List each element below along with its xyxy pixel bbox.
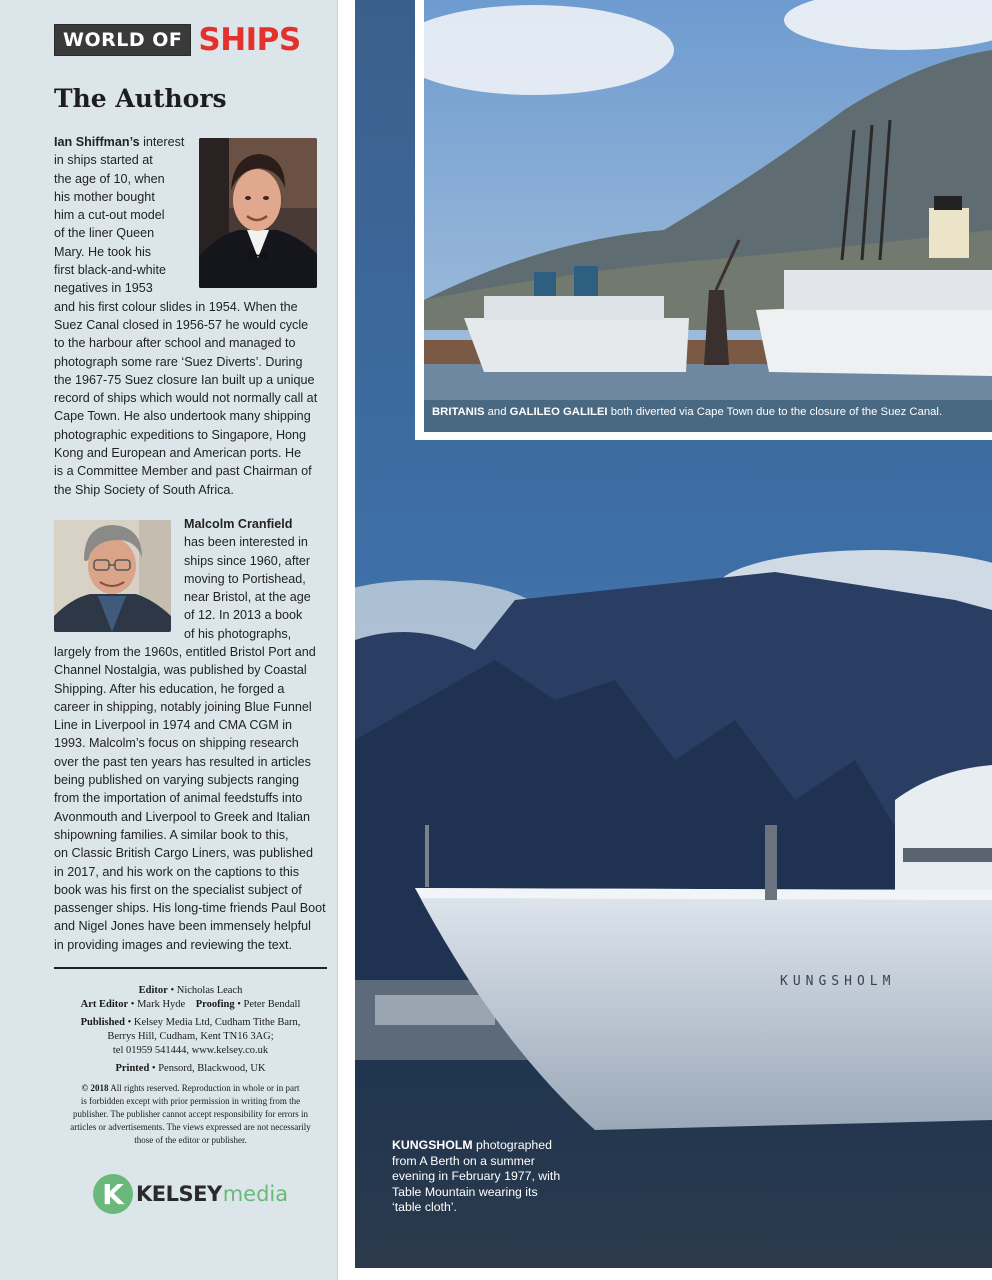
author1-line: Kong and European and American ports. He	[54, 446, 302, 461]
author2-line: and Nigel Jones have been immensely helpful	[54, 919, 311, 934]
author2-line: 1993. Malcolm’s focus on shipping research	[54, 736, 299, 751]
author1-line: Cape Town. He also undertook many shipping	[54, 409, 311, 424]
page-title: The Authors	[54, 84, 227, 113]
author2-line: on Classic British Cargo Liners, was published	[54, 846, 313, 861]
credit-published-line: tel 01959 541444, www.kelsey.co.uk	[112, 1045, 269, 1056]
author2-line: being published on varying subjects ranging	[54, 773, 300, 788]
author1-line: him a cut-out model	[54, 208, 165, 223]
author1-portrait	[199, 138, 317, 288]
logo-ships: SHIPS	[198, 22, 301, 58]
author1-line: record of ships which would not normally call at	[54, 391, 318, 406]
author1-line: his mother bought	[54, 189, 155, 204]
world-of-ships-logo	[54, 24, 301, 56]
copyright-notice: © 2018 All rights reserved. Reproduction in whole or in part is forbidden except with prior permission in writing from the publisher. The publisher cannot accept responsibility for errors in articles or advertisements. The views expressed are not necessarily those of the editor or publisher.	[70, 1083, 311, 1145]
kelsey-media-logo	[93, 1172, 288, 1216]
author2-line: largely from the 1960s, entitled Bristol Port and	[54, 645, 316, 659]
author2-line: has been interested in	[184, 535, 308, 550]
author1-line: the Ship Society of South Africa.	[54, 482, 234, 497]
author1-line: photographic expeditions to Singapore, Hong	[54, 427, 307, 442]
author1-line: of the liner Queen	[54, 226, 155, 241]
author1-name: Ian Shiffman’s	[54, 135, 140, 149]
author1-line: in ships started at	[54, 153, 153, 168]
magazine-credits	[54, 984, 327, 1147]
author2-name: Malcolm Cranfield	[184, 517, 293, 531]
credit-printed: Printed • Pensord, Blackwood, UK	[115, 1063, 266, 1074]
author2-line: in 2017, and his work on the captions to this	[54, 864, 300, 879]
author1-line: is a Committee Member and past Chairman of	[54, 464, 312, 479]
credit-published: Published • Kelsey Media Ltd, Cudham Tithe Barn,	[80, 1017, 301, 1028]
media-wordmark: media	[222, 1182, 289, 1206]
author2-line: Channel Nostalgia, was published by Coastal	[54, 663, 307, 678]
kelsey-k-icon: K	[93, 1174, 133, 1214]
author2-bio-bottom	[54, 643, 329, 954]
author1-line: photograph some rare ‘Suez Diverts’. During	[54, 354, 303, 369]
britanis-galileo-photo	[424, 0, 992, 432]
author1-line: negatives in 1953	[54, 281, 153, 296]
divider	[54, 967, 327, 969]
credit-art-editor-proofing: Art Editor • Mark Hyde Proofing • Peter Bendall	[80, 999, 301, 1010]
bottom-photo-caption: KUNGSHOLM photographed from A Berth on a summer evening in February 1977, with Table Mountain wearing its ‘table cloth’.	[392, 1138, 561, 1214]
author1-line: Mary. He took his	[54, 244, 152, 259]
author2-line: of his photographs,	[184, 626, 292, 641]
author2-line: from the importation of animal feedstuffs into	[54, 791, 303, 806]
kelsey-wordmark: KELSEY	[136, 1182, 222, 1206]
author2-line: moving to Portishead,	[184, 571, 306, 586]
author2-portrait	[54, 520, 171, 632]
top-photo-caption: BRITANIS and GALILEO GALILEI both diverted via Cape Town due to the closure of the Suez Canal.	[432, 406, 943, 418]
author2-bio-top	[184, 515, 329, 643]
author1-line: and his first colour slides in 1954. When the	[54, 299, 298, 314]
author2-line: in providing images and reviewing the text.	[54, 937, 293, 952]
author1-line: the age of 10, when	[54, 171, 165, 186]
credit-editor: Editor • Nicholas Leach	[138, 985, 243, 996]
author1-line: first black-and-white	[54, 263, 166, 278]
author2-line: passenger ships. His long-time friends Paul Boot	[54, 901, 326, 916]
author2-line: of 12. In 2013 a book	[184, 608, 303, 623]
author2-line: Avonmouth and Liverpool to Greek and Italian	[54, 809, 311, 824]
author1-line-0: Ian Shiffman’s interest	[54, 135, 185, 149]
author1-line: to the harbour after school and managed to	[54, 336, 296, 351]
author1-line: the 1967-75 Suez closure Ian built up a unique	[54, 372, 315, 387]
author2-line: shipowning families. A similar book to this,	[54, 827, 289, 842]
author2-line: book was his first on the specialist subject of	[54, 882, 302, 897]
author2-line: career in shipping, notably joining Blue Funnel	[54, 699, 312, 714]
author2-line: ships since 1960, after	[184, 553, 311, 568]
author2-line: Shipping. After his education, he forged a	[54, 681, 285, 696]
author2-line: over the past ten years has resulted in articles	[54, 754, 311, 769]
logo-world-of: WORLD OF	[54, 24, 191, 56]
author2-line: Line in Liverpool in 1974 and CMA CGM in	[54, 718, 293, 733]
author2-line: near Bristol, at the age	[184, 590, 311, 605]
hull-name: KUNGSHOLM	[780, 974, 896, 989]
credit-published-line: Berrys Hill, Cudham, Kent TN16 3AG;	[107, 1031, 274, 1042]
author1-line: Suez Canal closed in 1956-57 he would cycle	[54, 317, 309, 332]
